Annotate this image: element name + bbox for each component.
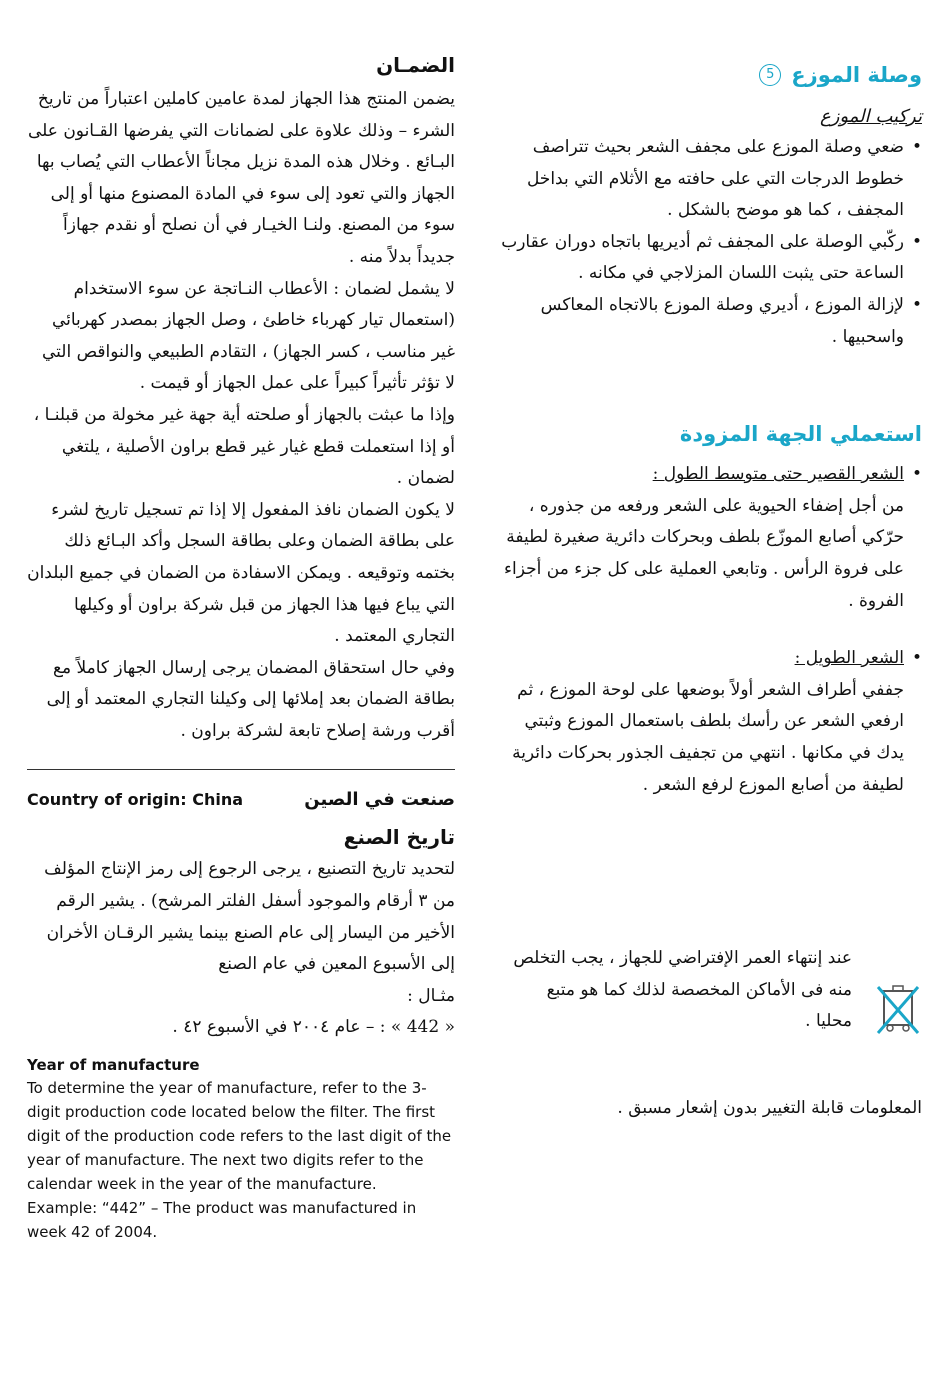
list-item-text: ضعي وصلة الموزع على مجفف الشعر بحيث تتراصف خطوط الدرجات التي على حافته مع الأثلام التي بداخل المجفف ، كما هو موضح بالشكل . [526, 137, 904, 221]
manufacture-title-ar: تاريخ الصنع [343, 825, 455, 850]
country-of-origin-en: Country of origin: China [27, 789, 244, 809]
list-item [492, 459, 922, 617]
disposal-section [492, 943, 922, 1053]
hair-type-label: الشعر القصير حتى متوسط الطول : [652, 464, 904, 485]
list-item-text: لإزالة الموزع ، أديري وصلة الموزع بالاتجاه المعاكس واسحبيها . [540, 294, 904, 347]
manufacture-line: لتحديد تاريخ التصنيع ، يرجى الرجوع إلى رمز الإنتاج المؤلف من ٣ أرقام والموجود أسفل الفلتر المرشح) . يشير الرقم الأخير من اليسار إلى عام الصنع بينما يشير الرقـان الأخران إلى الأسبوع المعين في عام الصنع [44, 859, 455, 975]
section-divider [27, 769, 455, 770]
bullet-icon: • [911, 294, 922, 315]
warranty-body [27, 84, 455, 747]
bullet-icon: • [911, 231, 922, 252]
warranty-paragraph: لا يشمل لضمان : الأعطاب النـاتجة عن سوء الاستخدام (استعمال تيار كهرباء خاطئ ، وصل الجهاز بمصدر كهربائي غير مناسب ، كسر الجهاز) ، التقادم الطبيعي والنواقص التي لا تؤثر تأثيراً كبيراً على عمل الجهاز أو قيمت . [41, 278, 455, 394]
diffuser-title-text: وصلة الموزع [791, 63, 922, 87]
manufacture-text-ar [27, 854, 455, 1044]
list-item-text: من أجل إضفاء الحيوية على الشعر ورفعه من جذوره ، حرّكي أصابع الموزّع بلطف وبحركات دائرية صغيرة لطيفة على فروة الرأس . وتابعي العملية على كل جزء من أجزاء الفروة . [504, 495, 904, 611]
usage-list [492, 459, 922, 801]
diffuser-title [492, 58, 922, 92]
bullet-icon: • [911, 137, 922, 157]
country-of-origin-ar: صنعت في الصين [304, 788, 455, 810]
list-item [492, 643, 922, 801]
diffuser-subtitle: تركيب الموزع [820, 106, 922, 127]
country-of-origin-row [27, 784, 455, 814]
manufacture-example-label: مثـال : [407, 985, 455, 1006]
list-item [492, 227, 922, 290]
warranty-paragraph: وإذا ما عبثت بالجهاز أو صلحته أية جهة غير مخولة من قبلنـا ، أو إذا استعملت قطع غيار غير قطع براون الأصلية ، يلتغي لضمان . [33, 404, 455, 489]
diffuser-steps [492, 132, 922, 353]
list-item [492, 132, 922, 227]
manufacture-example: « 442 » : – عام ٢٠٠٤ في الأسبوع ٤٢ . [172, 1017, 455, 1038]
manufacture-en-block [27, 1054, 455, 1244]
disposal-text: عند إنتهاء العمر الإفتراضي للجهاز ، يجب التخلص منه فى الأماكن المخصصة لذلك كما هو متبع محليا . [513, 948, 852, 1032]
warranty-paragraph: لا يكون الضمان نافذ المفعول إلا إذا تم تسجيل تاريخ لشرء على بطاقة الضمان وعلى بطاقة السجل وأكد البـائع ذلك بختمه وتوقيعه . ويمكن الاسفادة من الضمان في جميع البلدان التي يباع فيها هذا الجهاز من قبل شركة براون أو وكيلها التجاري المعتمد . [27, 499, 455, 647]
list-item-text: ركّبي الوصلة على المجفف ثم أديريها باتجاه دوران عقارب الساعة حتى يثبت اللسان المزلاجي في مكانه . [501, 231, 904, 284]
hair-type-label: الشعر الطويل : [794, 648, 904, 669]
list-item [492, 290, 922, 353]
list-item-text: جففي أطراف الشعر أولاً بوضعها على لوحة الموزع ، ثم ارفعي الشعر عن رأسك بلطف باستعمال الموزع وثبتي يدك في مكانها . انتهي من تجفيف الجذور بحركات دائرية لطيفة من أصابع الموزع لرفع الشعر . [512, 679, 904, 795]
manufacture-title-en: Year of manufacture [27, 1056, 200, 1075]
change-notice: المعلومات قابلة التغيير بدون إشعار مسبق . [617, 1098, 922, 1118]
bullet-icon: • [911, 464, 922, 485]
manufacture-example-en: Example: “442” – The product was manufactured in week 42 of 2004. [27, 1199, 417, 1242]
usage-title: استعملي الجهة المزودة [679, 422, 922, 447]
right-column [492, 58, 922, 1358]
warranty-paragraph: وفي حال استحقاق المضمان يرجى إرسال الجهاز كاملاً مع بطاقة الضمان بعد إملائها إلى وكيلنا التجاري المعتمد أو إلى أقرب ورشة إصلاح تابعة لشركة براون . [46, 657, 455, 741]
warranty-paragraph: يضمن المنتج هذا الجهاز لمدة عامين كاملين اعتباراً من تاريخ الشرء – وذلك علاوة على لضمانات التي يفرضها القـانون على البـائع . وخلال هذه المدة نزيل مجاناً الأعطاب التي يُصاب بها الجهاز والتي تعود إلى سوء في المادة المصنوع منها أو إلى سوء من المصنع. ولنـا الخيـار في أن نصلح أو نقدم جهازاً جديداً بدلاً منه . [27, 89, 455, 267]
warranty-title: الضمـان [376, 53, 455, 77]
step-number-badge: 5 [759, 64, 781, 86]
bullet-icon: • [911, 648, 922, 669]
manufacture-text-en: To determine the year of manufacture, refer to the 3-digit production code located below the filter. The first digit of the production code refers to the last digit of the year of manufacture. The next two digits refer to the calendar week in the year of the manufacture. [27, 1079, 452, 1194]
left-column [27, 50, 455, 1244]
crossed-bin-icon [874, 981, 922, 1039]
